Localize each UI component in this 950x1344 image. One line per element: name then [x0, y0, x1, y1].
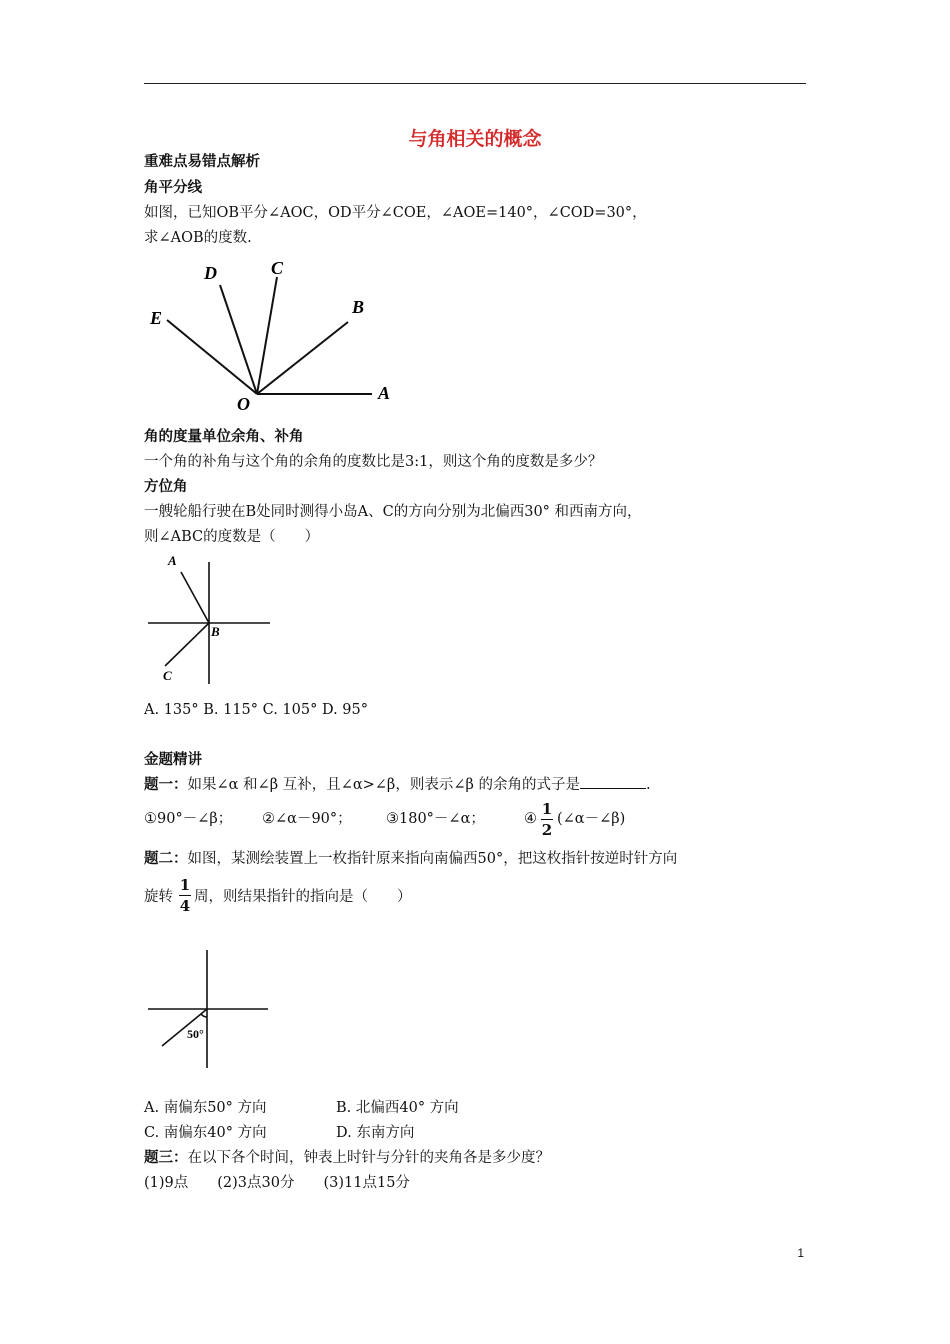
subheading-measure: 角的度量单位余角、补角: [144, 429, 304, 445]
subheading-bisector: 角平分线: [144, 180, 202, 196]
t2-option-b: B. 北偏西40° 方向: [336, 1100, 459, 1116]
ray-BC: [165, 623, 209, 666]
t1-label: 题一：: [144, 777, 188, 793]
angle-label-50: 50°: [187, 1027, 204, 1041]
t1-frac-num: 1: [541, 800, 553, 818]
t2-line2b: 周，则结果指针的指向是（ ）: [194, 889, 412, 905]
header-rule: [144, 83, 806, 84]
figure-angle-bisector: [140, 252, 410, 417]
t2-option-a: A. 南偏东50° 方向: [144, 1100, 267, 1116]
ray-OC: [257, 277, 277, 394]
q3-line2: 则∠ABC的度数是（ ）: [144, 529, 320, 545]
fraction-bar: [179, 895, 191, 896]
t3-items: (1)9点 (2)3点30分 (3)11点15分: [144, 1175, 410, 1191]
figure-compass-pointer: [144, 946, 274, 1071]
fraction-bar: [541, 819, 553, 820]
q1-line2: 求∠AOB的度数.: [144, 230, 252, 246]
t1-line: [144, 776, 651, 794]
subheading-bearing: 方位角: [144, 479, 188, 495]
figure-bearing: [144, 552, 274, 687]
page-title: 与角相关的概念: [408, 128, 542, 150]
t1-opt1: ①90°－∠β；: [144, 811, 233, 827]
page-number: 1: [797, 1246, 804, 1260]
label-B: B: [211, 624, 220, 639]
t2-frac-num: 1: [179, 876, 191, 894]
ray-OB: [257, 322, 348, 394]
t1-text: 如果∠α 和∠β 互补，且∠α>∠β，则表示∠β 的余角的式子是: [187, 777, 580, 793]
t2-frac-den: 4: [179, 897, 191, 915]
q2-text: 一个角的补角与这个角的余角的度数比是3:1，则这个角的度数是多少？: [144, 454, 603, 470]
t2-label: 题二：: [144, 851, 188, 867]
t1-opt2: ②∠α－90°；: [262, 811, 352, 827]
angle-arc: [201, 1014, 207, 1017]
label-E: E: [150, 308, 163, 328]
section-heading-1: 重难点易错点解析: [144, 154, 260, 170]
t1-opt3: ③180°－∠α；: [386, 811, 485, 827]
label-C: C: [163, 668, 172, 683]
t1-opt4: ④: [524, 811, 537, 827]
ray-BA: [181, 572, 209, 623]
label-B: B: [352, 297, 365, 317]
section-heading-2: 金题精讲: [144, 752, 202, 768]
label-D: D: [204, 263, 217, 283]
t3-text: 在以下各个时间，钟表上时针与分针的夹角各是多少度？: [187, 1150, 550, 1166]
t1-frac-den: 2: [541, 821, 553, 839]
q3-options: A. 135° B. 115° C. 105° D. 95°: [144, 702, 368, 718]
answer-blank[interactable]: [580, 776, 646, 789]
label-C: C: [271, 258, 284, 278]
t3-label: 题三：: [144, 1150, 188, 1166]
q3-line1: 一艘轮船行驶在B处同时测得小岛A、C的方向分别为北偏西30° 和西南方向，: [144, 504, 642, 520]
t2-line1: [144, 850, 677, 868]
t2-fraction: [179, 876, 191, 915]
label-O: O: [237, 394, 250, 414]
label-A: A: [378, 383, 391, 403]
t1-opt4-rest: (∠α－∠β): [557, 811, 626, 827]
t1-fraction: [541, 800, 553, 839]
t2-text1: 如图，某测绘装置上一枚指针原来指向南偏西50°，把这枚指针按逆时针方向: [187, 851, 678, 867]
q1-line1: 如图，已知OB平分∠AOC，OD平分∠COE，∠AOE=140°，∠COD=30°，: [144, 205, 647, 221]
t2-option-d: D. 东南方向: [336, 1125, 415, 1141]
t3-line: [144, 1149, 550, 1167]
t1-end: .: [645, 777, 651, 793]
t2-line2a: 旋转: [144, 889, 173, 905]
t2-option-c: C. 南偏东40° 方向: [144, 1125, 267, 1141]
label-A: A: [168, 553, 177, 568]
